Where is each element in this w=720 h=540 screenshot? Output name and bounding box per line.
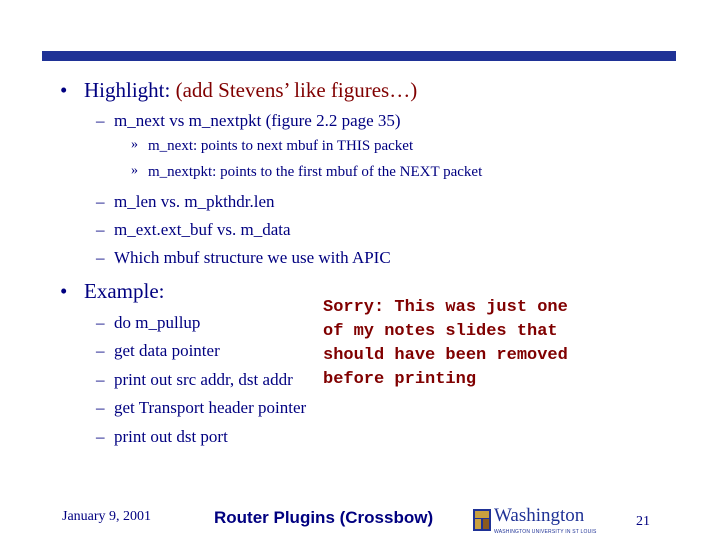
sub-item-text: m_len vs. m_pkthdr.len: [114, 192, 275, 211]
dash-marker: –: [96, 220, 105, 239]
note-overlay-box: [316, 293, 612, 394]
logo-wordmark: Washington: [494, 505, 585, 526]
note-line: before printing: [323, 370, 477, 389]
bullet-marker: •: [60, 78, 68, 102]
example-item-text: print out src addr, dst addr: [114, 370, 293, 389]
example-item-text: get Transport header pointer: [114, 398, 307, 417]
subsub-item-text: m_next: points to next mbuf in THIS packet: [148, 138, 414, 154]
highlight-note: (add Stevens’ like figures…): [175, 78, 418, 102]
highlight-label: Highlight:: [84, 78, 176, 102]
dash-marker: –: [96, 313, 105, 332]
dash-marker: –: [96, 341, 105, 360]
subsub-item-text: m_nextpkt: points to the first mbuf of the NEXT packet: [148, 164, 483, 180]
sub-item-text: Which mbuf structure we use with APIC: [114, 248, 391, 267]
example-item-text: get data pointer: [114, 341, 220, 360]
raquo-marker: »: [131, 137, 138, 152]
note-line: Sorry: This was just one: [323, 298, 568, 317]
sub-item-text: m_ext.ext_buf vs. m_data: [114, 220, 291, 239]
logo-subtitle: WASHINGTON UNIVERSITY IN ST LOUIS: [494, 529, 597, 535]
example-item-text: do m_pullup: [114, 313, 201, 332]
university-logo: [473, 505, 597, 535]
dash-marker: –: [96, 427, 105, 446]
top-rule-bar: [42, 51, 676, 61]
raquo-marker: »: [131, 163, 138, 178]
bullet-marker: •: [60, 279, 68, 303]
dash-marker: –: [96, 370, 105, 389]
note-line: should have been removed: [323, 346, 568, 365]
dash-marker: –: [96, 248, 105, 267]
bullet-text: [84, 78, 417, 103]
bullet-text: Example:: [84, 279, 165, 303]
page-number: 21: [636, 514, 650, 529]
dash-marker: –: [96, 398, 105, 417]
note-line: of my notes slides that: [323, 322, 558, 341]
example-item-text: print out dst port: [114, 427, 228, 446]
footer-title: Router Plugins (Crossbow): [214, 508, 434, 527]
sub-item-text: m_next vs m_nextpkt (figure 2.2 page 35): [114, 111, 401, 130]
dash-marker: –: [96, 192, 105, 211]
shield-icon: [473, 509, 491, 531]
footer-date: January 9, 2001: [62, 509, 152, 524]
dash-marker: –: [96, 111, 105, 130]
